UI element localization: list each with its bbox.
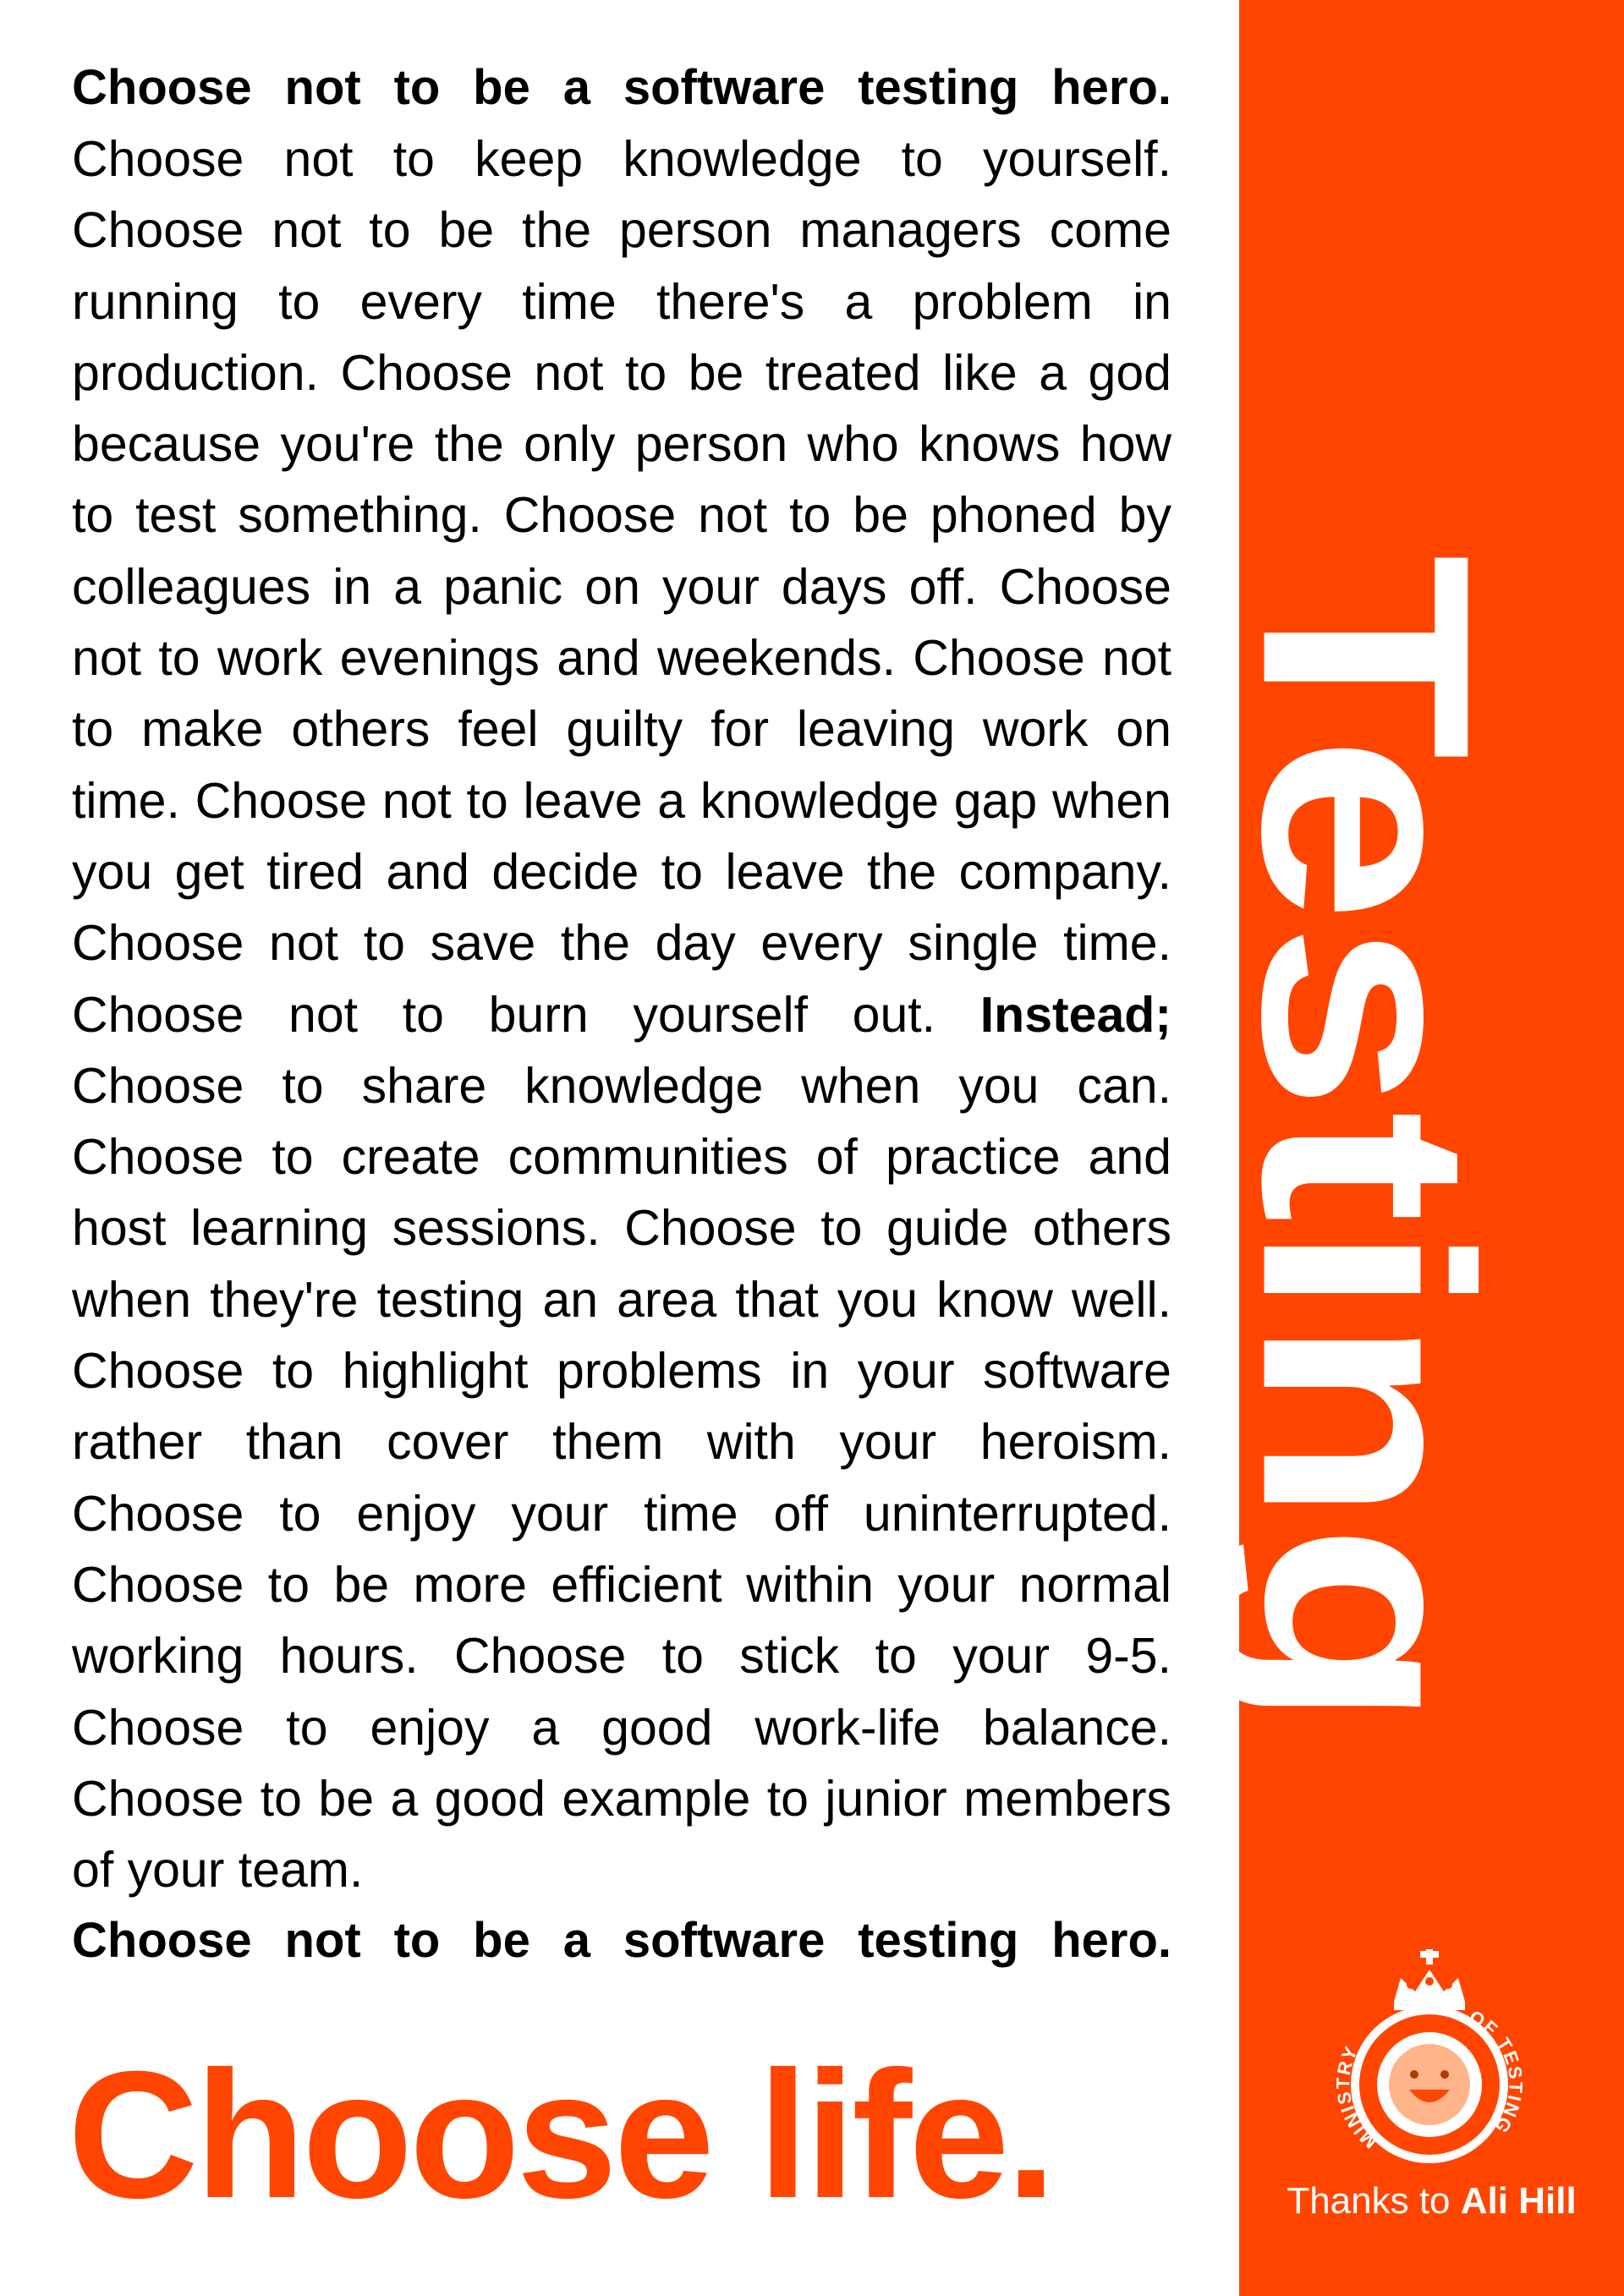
body-text-part1: Choose not to keep knowledge to yourself. Choose not to be the person managers come running to every time there's a problem in production. Choose not to be treated like a god because you're the only person who knows how to test something. Choose not to be phoned by colleagues in a panic on your days off. Choose not to work evenings and weekends. Choose not to make others feel guilty for leaving work on time. Choose not to leave a knowledge gap when you get tired and decide to leave the company. Choose not to save the day every single time. Choose not to burn yourself out. bbox=[72, 131, 1171, 1043]
ministry-of-testing-logo-svg bbox=[1328, 1949, 1531, 2169]
top-heading: Choose not to be a software testing hero. bbox=[72, 60, 1171, 115]
body-paragraph bbox=[72, 123, 1171, 1905]
credit-line bbox=[1239, 2180, 1624, 2222]
ministry-of-testing-logo bbox=[1328, 1949, 1531, 2169]
logo-text-left: MINISTRY bbox=[1332, 2041, 1381, 2153]
vertical-title bbox=[1200, 550, 1552, 1734]
poster-text-column bbox=[72, 52, 1171, 1976]
smiley-face-icon bbox=[1389, 2044, 1470, 2125]
closing-slogan: Choose life. bbox=[68, 2034, 1053, 2236]
credit-name: Ali Hill bbox=[1460, 2180, 1577, 2222]
crown-icon bbox=[1394, 1949, 1465, 2010]
vertical-title-text: Testing bbox=[1200, 554, 1532, 1585]
bottom-heading: Choose not to be a software testing hero. bbox=[72, 1913, 1171, 1969]
body-text-part2: Choose to share knowledge when you can. Choose to create communities of practice and host learning sessions. Choose to guide others when they're testing an area that you know well. Choose to highlight problems in your software rather than cover them with your heroism. Choose to enjoy your time off uninterrupted. Choose to be more efficient within your normal working hours. Choose to stick to your 9-5. Choose to enjoy a good work-life balance. Choose to be a good example to junior members of your team. bbox=[72, 1057, 1171, 1899]
credit-prefix: Thanks to bbox=[1287, 2180, 1451, 2222]
logo-text-right: OF TESTING bbox=[1465, 2006, 1528, 2139]
vertical-title-svg bbox=[1200, 550, 1552, 1734]
instead-text: Instead; bbox=[979, 986, 1171, 1043]
